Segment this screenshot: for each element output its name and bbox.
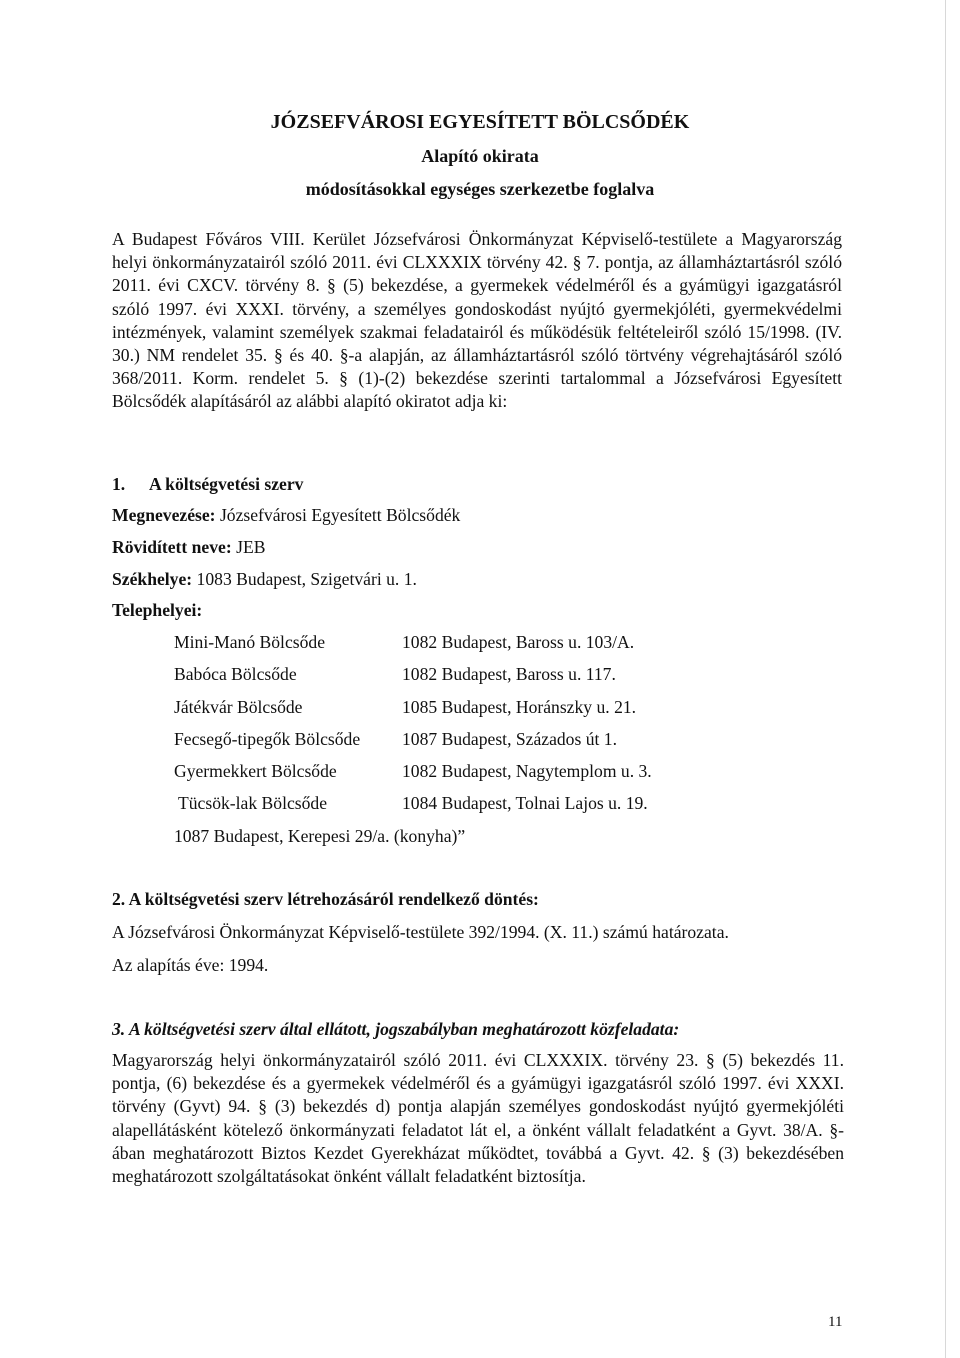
site-address: 1082 Budapest, Nagytemplom u. 3. bbox=[402, 761, 652, 781]
section-2-heading bbox=[112, 889, 539, 910]
site-name: Fecsegő-tipegők Bölcsőde bbox=[174, 729, 361, 749]
doc-title: Alapító okirata bbox=[421, 146, 539, 166]
section-3-number: 3. bbox=[112, 1019, 126, 1039]
section-1-number: 1. bbox=[112, 474, 126, 494]
site-name: Játékvár Bölcsőde bbox=[174, 697, 303, 717]
doc-subtitle: módosításokkal egységes szerkezetbe foglalva bbox=[305, 179, 655, 199]
site-address: 1082 Budapest, Baross u. 117. bbox=[402, 664, 616, 684]
short-name-value: JEB bbox=[236, 537, 266, 557]
site-address: 1085 Budapest, Horánszky u. 21. bbox=[402, 697, 637, 717]
name-row bbox=[112, 505, 460, 526]
site-name: Mini-Manó Bölcsőde bbox=[174, 632, 325, 652]
site-address: 1082 Budapest, Baross u. 103/A. bbox=[402, 632, 635, 652]
short-name-row bbox=[112, 537, 265, 558]
site-address: 1084 Budapest, Tolnai Lajos u. 19. bbox=[402, 793, 648, 813]
site-name: Babóca Bölcsőde bbox=[174, 664, 297, 684]
org-title: JÓZSEFVÁROSI EGYESÍTETT BÖLCSŐDÉK bbox=[270, 111, 690, 133]
scan-edge-line bbox=[945, 0, 946, 1358]
site-address: 1087 Budapest, Százados út 1. bbox=[402, 729, 617, 749]
name-value: Józsefvárosi Egyesített Bölcsődék bbox=[219, 505, 461, 525]
section-1-heading bbox=[112, 474, 303, 495]
decision-text: A Józsefvárosi Önkormányzat Képviselő-testülete 392/1994. (X. 11.) számú határozata. bbox=[112, 922, 729, 942]
seat-value: 1083 Budapest, Szigetvári u. 1. bbox=[196, 569, 417, 589]
section-2-title: A költségvetési szerv létrehozásáról rendelkező döntés: bbox=[128, 889, 539, 909]
founding-year: Az alapítás éve: 1994. bbox=[112, 955, 269, 975]
kitchen-site: 1087 Budapest, Kerepesi 29/a. (konyha)” bbox=[174, 826, 466, 846]
page-number: 11 bbox=[828, 1314, 843, 1330]
seat-label: Székhelye: bbox=[112, 569, 193, 589]
site-name: Gyermekkert Bölcsőde bbox=[174, 761, 337, 781]
seat-row bbox=[112, 569, 417, 590]
site-name: Tücsök-lak Bölcsőde bbox=[178, 793, 328, 813]
section-2-number: 2. bbox=[112, 889, 126, 909]
section-3-title: A költségvetési szerv által ellátott, jogszabályban meghatározott közfeladata: bbox=[128, 1019, 680, 1039]
name-label: Megnevezése: bbox=[112, 505, 216, 525]
intro-paragraph: A Budapest Főváros VIII. Kerület Józsefvárosi Önkormányzat Képviselő-testülete a Magyarország helyi önkormányzatairól szóló 2011. évi CLXXXIX törvény 42. § 7. pontja, az államháztartásról szóló 2011. évi CXCV. törvény 8. § (5) bekezdése, a gyermekek védelméről és a gyámügyi igazgatásról szóló 1997. évi XXXI. törvény, a személyes gondoskodást nyújtó gyermekjóléti, gyermekvédelmi intézmények, valamint személyek szakmai feladatairól és működésük feltételeiről szóló 15/1998. (IV. 30.) NM rendelet 35. § és 40. §-a alapján, az államháztartásról szóló törtvény végrehajtásáról szóló 368/2011. Korm. rendelet 5. § (1)-(2) bekezdése szerinti tartalommal a Józsefvárosi Egyesített Bölcsődék alapításáról az alábbi alapító okiratot adja ki: bbox=[112, 229, 842, 412]
section-1-title: A költségvetési szerv bbox=[149, 474, 304, 494]
section-3-text: Magyarország helyi önkormányzatairól szóló 2011. évi CLXXXIX. törvény 23. § (5) bekezdés 11. pontja, (6) bekezdése és a gyermekek védelméről és a gyámügyi igazgatásról szóló 1997. évi XXXI. törvény (Gyvt) 94. § (3) bekezdés d) pontja alapján személyes gondoskodást nyújtó gyermekjóléti alapellátásként kötelező önkormányzati feladatot lát el, a önként vállalt feladatként a Gyvt. 38/A. §-ában meghatározott Biztos Kezdet Gyerekházat működtet, továbbá a Gyvt. 42. § (3) bekezdésében meghatározott szolgáltatásokat önként vállalt feladatként biztosítja. bbox=[112, 1050, 844, 1187]
short-name-label: Rövidített neve: bbox=[112, 537, 232, 557]
section-3-heading bbox=[112, 1019, 679, 1040]
sites-label: Telephelyei: bbox=[112, 600, 203, 620]
